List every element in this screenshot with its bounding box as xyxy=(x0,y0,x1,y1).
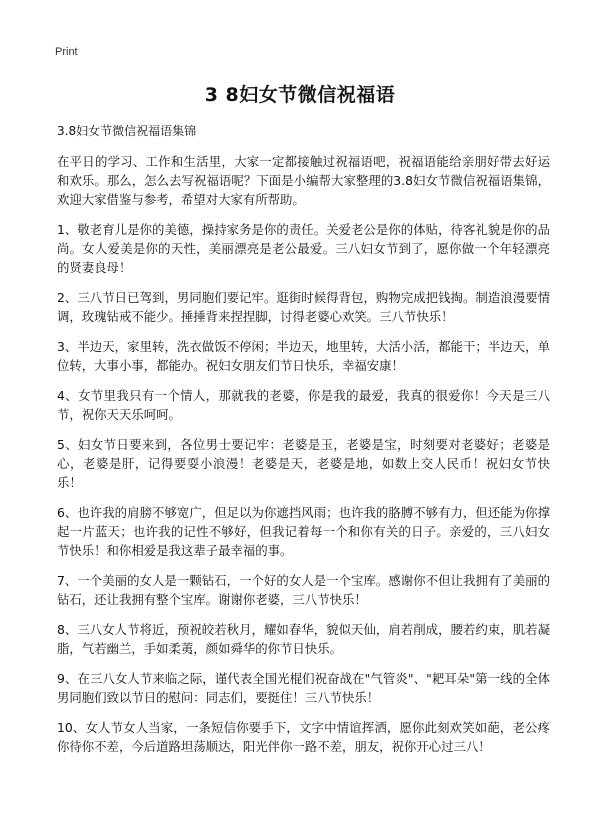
greeting-item-3: 3、半边天，家里转，洗衣做饭不停闲；半边天，地里转，大活小活，都能干；半边天，单位转，大事小事，都能办。祝妇女朋友们节日快乐，幸福安康！ xyxy=(57,339,550,373)
print-link[interactable]: Print xyxy=(55,46,78,58)
greeting-item-2: 2、三八节日已驾到，男同胞们要记牢。逛街时候得背包，购物完成把钱掏。制造浪漫要情调，玫瑰钻戒不能少。捶捶背来捏捏脚，讨得老婆心欢笑。三八节快乐！ xyxy=(57,290,550,324)
greeting-item-5: 5、妇女节日要来到，各位男士要记牢：老婆是玉，老婆是宝，时刻要对老婆好；老婆是心，老婆是肝，记得要耍小浪漫！老婆是天，老婆是地，如数上交人民币！祝妇女节快乐！ xyxy=(57,437,550,490)
greeting-item-4: 4、女节里我只有一个情人，那就我的老婆，你是我的最爱，我真的很爱你！今天是三八节，祝你天天乐呵呵。 xyxy=(57,388,550,422)
article-body xyxy=(57,152,550,767)
greeting-item-10: 10、女人节女人当家，一条短信你要手下，文字中情谊挥洒，愿你此刻欢笑如葩，老公疼你待你不差，今后道路坦荡顺达，阳光伴你一路不差，朋友，祝你开心过三八！ xyxy=(57,720,550,754)
greeting-item-6: 6、也许我的肩膀不够宽广，但足以为你遮挡风雨；也许我的胳膊不够有力，但还能为你撑起一片蓝天；也许我的记性不够好，但我记着每一个和你有关的日子。亲爱的，三八妇女节快乐！和你相爱是我这辈子最幸福的事。 xyxy=(57,505,550,558)
greeting-item-1: 1、敬老育儿是你的美德，操持家务是你的责任。关爱老公是你的体贴，待客礼貌是你的品尚。女人爱美是你的天性，美丽漂亮是老公最爱。三八妇女节到了，愿你做一个年轻漂亮的贤妻良母！ xyxy=(57,222,550,275)
greeting-item-7: 7、一个美丽的女人是一颗钻石，一个好的女人是一个宝库。感谢你不但让我拥有了美丽的钻石，还让我拥有整个宝库。谢谢你老婆，三八节快乐！ xyxy=(57,573,550,607)
intro-paragraph: 在平日的学习、工作和生活里，大家一定都接触过祝福语吧，祝福语能给亲朋好带去好运和欢乐。那么，怎么去写祝福语呢？下面是小编帮大家整理的3.8妇女节微信祝福语集锦，欢迎大家借鉴与参考，希望对大家有所帮助。 xyxy=(57,154,550,207)
greeting-item-8: 8、三八女人节将近，预祝皎若秋月，耀如春华，貌似天仙，肩若削成，腰若约束，肌若凝脂，气若幽兰，手如柔荑，颜如舜华的你节日快乐。 xyxy=(57,622,550,656)
page-title: 3 8妇女节微信祝福语 xyxy=(204,84,396,106)
page-subtitle: 3.8妇女节微信祝福语集锦 xyxy=(57,124,197,138)
greeting-item-9: 9、在三八女人节来临之际，谨代表全国光棍们祝奋战在"气管炎"、"耙耳朵"第一线的全体男同胞们致以节日的慰问：同志们，要挺住！三八节快乐！ xyxy=(57,671,550,705)
